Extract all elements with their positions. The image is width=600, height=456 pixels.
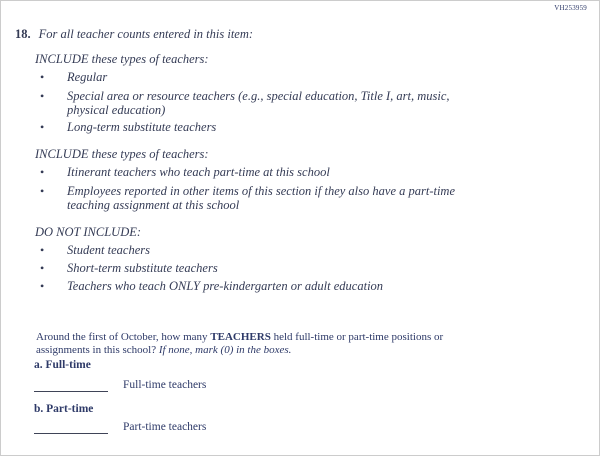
bullet-item [40,185,455,213]
include-section-1-header: INCLUDE these types of teachers: [35,52,209,66]
bullet-icon: • [40,120,45,134]
bullet-item [40,121,216,135]
bullet-text: Short-term substitute teachers [67,261,218,275]
bullet-icon: • [40,89,45,103]
full-time-label: a. Full-time [34,359,91,371]
bullet-icon: • [40,243,45,257]
full-time-answer-row [34,378,206,392]
bullet-text: Regular [67,70,108,84]
question-text-bold: TEACHERS [210,331,271,343]
bullet-icon: • [40,279,45,293]
bullet-text: Student teachers [67,243,150,257]
bullet-text-line: teaching assignment at this school [67,197,240,212]
item-number: 18. [15,27,31,41]
question-text-italic: If none, mark (0) in the boxes. [158,343,292,356]
question-text-segment: held full-time or part-time positions or [270,331,444,343]
part-time-caption: Part-time teachers [123,421,207,433]
part-time-label: b. Part-time [34,403,94,415]
bullet-icon: • [40,70,45,84]
bullet-item [40,244,150,258]
bullet-item [40,90,450,118]
bullet-text: Itinerant teachers who teach part-time at this school [67,165,330,179]
question-text-segment: Around the first of October, how many [36,331,211,343]
bullet-text-line: Special area or resource teachers (e.g., special education, Title I, art, music, [67,89,450,103]
include-section-2-header: INCLUDE these types of teachers: [35,147,209,161]
bullet-item [40,166,330,180]
bullet-text [67,90,450,118]
full-time-count-field[interactable] [34,378,108,392]
bullet-text [67,185,455,213]
question-text-segment: assignments in this school? [36,343,159,356]
bullet-item [40,71,107,85]
question-text [36,331,556,357]
item-18-line [15,27,253,42]
bullet-text-line: Employees reported in other items of this section if they also have a part-time [67,184,456,198]
item-code: VH253959 [554,4,587,12]
item-intro: For all teacher counts entered in this item: [38,27,254,41]
full-time-caption: Full-time teachers [123,379,207,391]
bullet-icon: • [40,261,45,275]
bullet-icon: • [40,165,45,179]
part-time-count-field[interactable] [34,420,108,434]
bullet-text: Teachers who teach ONLY pre-kindergarten or adult education [67,279,384,293]
part-time-answer-row [34,420,206,434]
bullet-item [40,262,218,276]
bullet-icon: • [40,184,45,198]
bullet-text: Long-term substitute teachers [67,120,217,134]
bullet-item [40,280,383,294]
bullet-text-line: physical education) [67,102,166,117]
do-not-include-header: DO NOT INCLUDE: [35,225,142,239]
